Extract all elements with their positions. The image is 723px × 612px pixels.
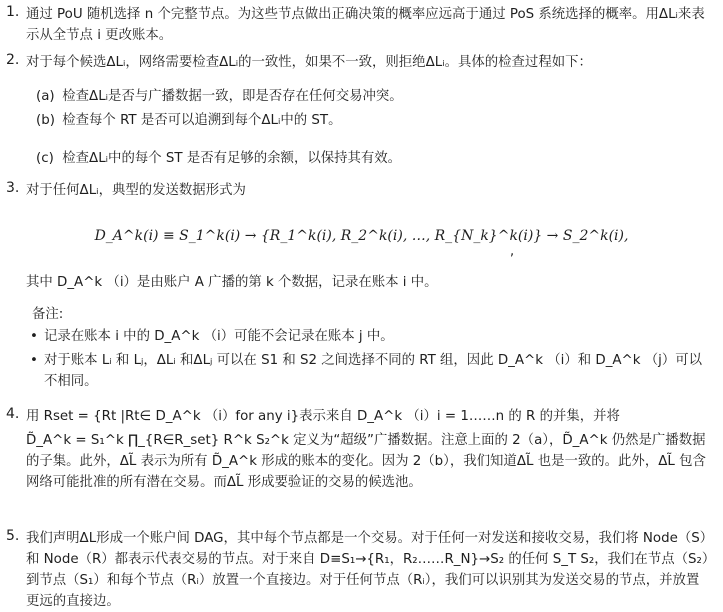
subitem-label: (b) (36, 113, 55, 128)
bullet-2 (30, 350, 703, 392)
bullet-1 (30, 326, 703, 347)
note-label: 备注: (32, 307, 64, 322)
item-text: 通过 PoU 随机选择 n 个完整节点。为这些节点做出正确决策的概率应远高于通过 PoS 系统选择的概率。用ΔLᵢ来表示从全节点 i 更改账本。 (26, 7, 705, 43)
item-number: 1. (6, 4, 20, 20)
item-text: 我们声明ΔL形成一个账户间 DAG，其中每个节点都是一个交易。对于任何一对发送和接收交易，我们将 Node（S）和 Node（R）都表示代表交易的节点。对于来自 D≡S₁→{R₁，R₂……R_N}→S₂ 的任何 S_T S₂，我们在节点（S₂）到节点（S₁）和每个节点（Rᵢ）放置一个直接边。对于任何节点（Rᵢ），我们可以识别其为发送交易的节点，并放置更远的直接边。 (26, 531, 709, 609)
bullet-text: 记录在账本 i 中的 D_A^k （i）可能不会记录在账本 j 中。 (44, 329, 394, 344)
item-text: 对于每个候选ΔLᵢ，网络需要检查ΔLᵢ的一致性，如果不一致，则拒绝ΔLᵢ。具体的检查过程如下： (26, 55, 592, 70)
bullet-dot: • (30, 329, 38, 344)
item-number: 5. (6, 528, 20, 544)
subitem-label: (a) (36, 89, 55, 104)
equation-comma: , (510, 244, 515, 259)
subitem-b (36, 110, 342, 131)
subitem-a (36, 86, 403, 107)
subitem-text: 检查每个 RT 是否可以追溯到每个ΔLᵢ中的 ST。 (62, 113, 342, 128)
item-3-explanation: 其中 D_A^k （i）是由账户 A 广播的第 k 个数据，记录在账本 i 中。 (26, 275, 438, 290)
item-number: 4. (6, 406, 20, 422)
equation: D_A^k(i) ≡ S_1^k(i) → {R_1^k(i), R_2^k(i), …, R_{N_k}^k(i)} → S_2^k(i), (94, 228, 629, 244)
subitem-label: (c) (36, 151, 54, 166)
bullet-dot: • (30, 353, 38, 368)
item-4-line1: 用 Rset = {Rt |Rt∈ D_A^k （i）for any i}表示来自 D_A^k （i）i = 1……n 的 R 的并集，并将 (26, 409, 620, 424)
item-text: 对于任何ΔLᵢ，典型的发送数据形式为 (26, 183, 246, 198)
subitem-text: 检查ΔLᵢ是否与广播数据一致，即是否存在任何交易冲突。 (62, 89, 403, 104)
subitem-text: 检查ΔLᵢ中的每个 ST 是否有足够的余额，以保持其有效。 (62, 151, 402, 166)
subitem-c (36, 148, 401, 169)
item-number: 3. (6, 180, 20, 196)
bullet-text: 对于账本 Lᵢ 和 Lⱼ，ΔLᵢ 和ΔLⱼ 可以在 S1 和 S2 之间选择不同的 RT 组，因此 D_A^k （i）和 D_A^k （j）可以不相同。 (44, 353, 703, 389)
item-number: 2. (6, 52, 20, 68)
item-4-body: D̃_A^k = S₁^k ∏_{R∈R_set} R^k S₂^k 定义为“超级”广播数据。注意上面的 2（a），D̃_A^k 仍然是广播数据的子集。此外，ΔL̃ 表示为所有 D̃_A^k 形成的账本的变化。因为 2（b），我们知道ΔL̃ 也是一致的。此外，ΔL̃ 包含网络可能批准的所有潜在交易。而ΔL̃ 形成要验证的交易的候选池。 (26, 433, 706, 490)
